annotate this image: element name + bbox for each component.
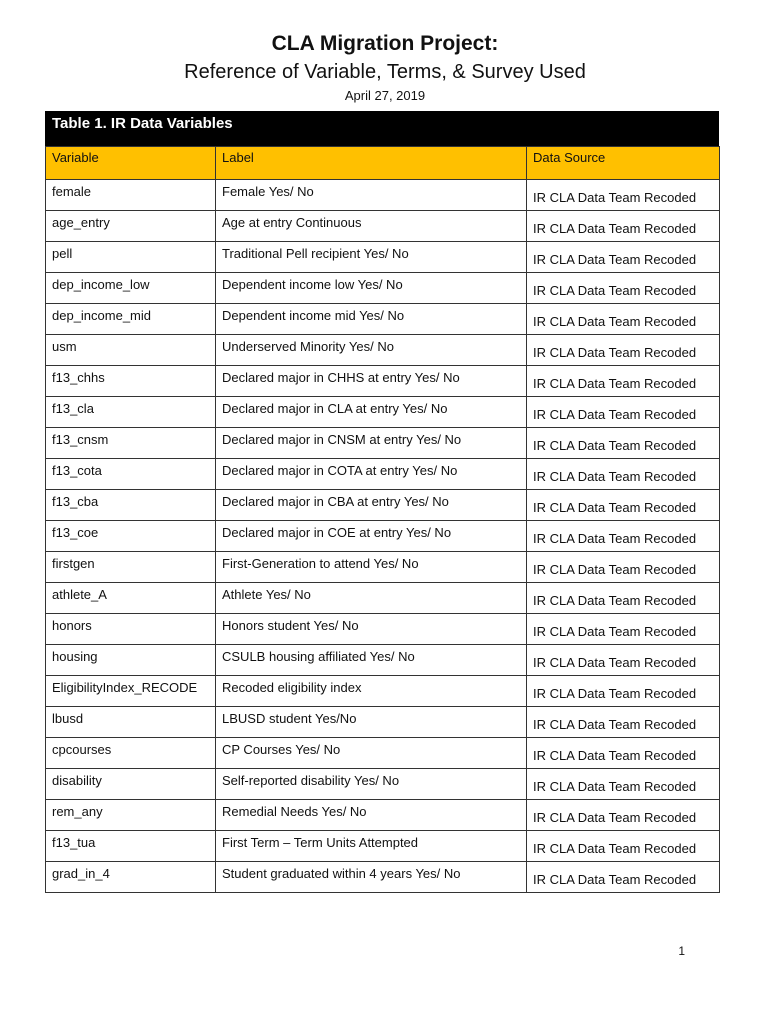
- cell-label: Age at entry Continuous: [216, 211, 527, 242]
- table-row: [46, 862, 720, 893]
- cell-variable: honors: [46, 614, 216, 645]
- cell-label: Honors student Yes/ No: [216, 614, 527, 645]
- table-row: [46, 831, 720, 862]
- cell-label: Self-reported disability Yes/ No: [216, 769, 527, 800]
- cell-label: Declared major in CLA at entry Yes/ No: [216, 397, 527, 428]
- cell-variable: f13_coe: [46, 521, 216, 552]
- cell-variable: cpcourses: [46, 738, 216, 769]
- table-row: [46, 521, 720, 552]
- cell-data-source: IR CLA Data Team Recoded: [527, 180, 720, 211]
- cell-data-source: IR CLA Data Team Recoded: [527, 242, 720, 273]
- cell-variable: firstgen: [46, 552, 216, 583]
- cell-variable: disability: [46, 769, 216, 800]
- cell-data-source: IR CLA Data Team Recoded: [527, 738, 720, 769]
- cell-data-source: IR CLA Data Team Recoded: [527, 397, 720, 428]
- cell-label: Underserved Minority Yes/ No: [216, 335, 527, 366]
- table-row: [46, 645, 720, 676]
- cell-variable: usm: [46, 335, 216, 366]
- cell-data-source: IR CLA Data Team Recoded: [527, 769, 720, 800]
- table-row: [46, 459, 720, 490]
- cell-data-source: IR CLA Data Team Recoded: [527, 614, 720, 645]
- cell-data-source: IR CLA Data Team Recoded: [527, 707, 720, 738]
- cell-data-source: IR CLA Data Team Recoded: [527, 831, 720, 862]
- cell-data-source: IR CLA Data Team Recoded: [527, 335, 720, 366]
- table-row: [46, 211, 720, 242]
- document-title: CLA Migration Project:: [271, 32, 499, 55]
- table-caption: Table 1. IR Data Variables: [45, 111, 719, 146]
- cell-variable: f13_cba: [46, 490, 216, 521]
- cell-label: Student graduated within 4 years Yes/ No: [216, 862, 527, 893]
- table-row: [46, 304, 720, 335]
- cell-label: Declared major in CBA at entry Yes/ No: [216, 490, 527, 521]
- cell-data-source: IR CLA Data Team Recoded: [527, 552, 720, 583]
- table-row: [46, 180, 720, 211]
- cell-variable: dep_income_low: [46, 273, 216, 304]
- cell-label: First-Generation to attend Yes/ No: [216, 552, 527, 583]
- cell-variable: female: [46, 180, 216, 211]
- cell-variable: rem_any: [46, 800, 216, 831]
- table-row: [46, 614, 720, 645]
- cell-label: Declared major in CHHS at entry Yes/ No: [216, 366, 527, 397]
- cell-variable: athlete_A: [46, 583, 216, 614]
- table-row: [46, 769, 720, 800]
- cell-label: CP Courses Yes/ No: [216, 738, 527, 769]
- cell-variable: f13_cnsm: [46, 428, 216, 459]
- cell-data-source: IR CLA Data Team Recoded: [527, 366, 720, 397]
- cell-data-source: IR CLA Data Team Recoded: [527, 490, 720, 521]
- table-row: [46, 366, 720, 397]
- cell-variable: lbusd: [46, 707, 216, 738]
- cell-label: Recoded eligibility index: [216, 676, 527, 707]
- cell-label: Declared major in COTA at entry Yes/ No: [216, 459, 527, 490]
- cell-variable: dep_income_mid: [46, 304, 216, 335]
- cell-variable: f13_tua: [46, 831, 216, 862]
- table-row: [46, 800, 720, 831]
- cell-variable: grad_in_4: [46, 862, 216, 893]
- table-row: [46, 583, 720, 614]
- table-row: [46, 335, 720, 366]
- document-date: April 27, 2019: [344, 88, 426, 103]
- column-header-variable: Variable: [46, 147, 216, 180]
- cell-data-source: IR CLA Data Team Recoded: [527, 273, 720, 304]
- table-body: [46, 180, 720, 893]
- table-row: [46, 428, 720, 459]
- cell-variable: age_entry: [46, 211, 216, 242]
- cell-data-source: IR CLA Data Team Recoded: [527, 211, 720, 242]
- cell-data-source: IR CLA Data Team Recoded: [527, 459, 720, 490]
- document-subtitle: Reference of Variable, Terms, & Survey Used: [184, 61, 586, 83]
- cell-data-source: IR CLA Data Team Recoded: [527, 676, 720, 707]
- cell-label: Dependent income mid Yes/ No: [216, 304, 527, 335]
- cell-variable: EligibilityIndex_RECODE: [46, 676, 216, 707]
- table-row: [46, 552, 720, 583]
- cell-variable: f13_cla: [46, 397, 216, 428]
- column-header-data-source: Data Source: [527, 147, 720, 180]
- cell-data-source: IR CLA Data Team Recoded: [527, 521, 720, 552]
- column-header-label: Label: [216, 147, 527, 180]
- cell-label: Athlete Yes/ No: [216, 583, 527, 614]
- table-row: [46, 242, 720, 273]
- cell-variable: f13_chhs: [46, 366, 216, 397]
- cell-variable: f13_cota: [46, 459, 216, 490]
- cell-data-source: IR CLA Data Team Recoded: [527, 862, 720, 893]
- cell-label: Declared major in CNSM at entry Yes/ No: [216, 428, 527, 459]
- table-row: [46, 490, 720, 521]
- cell-label: Remedial Needs Yes/ No: [216, 800, 527, 831]
- cell-label: First Term – Term Units Attempted: [216, 831, 527, 862]
- variables-table-container: [45, 111, 719, 893]
- cell-label: LBUSD student Yes/No: [216, 707, 527, 738]
- table-row: [46, 707, 720, 738]
- cell-label: Female Yes/ No: [216, 180, 527, 211]
- table-row: [46, 397, 720, 428]
- table-header-row: [46, 147, 720, 180]
- cell-variable: pell: [46, 242, 216, 273]
- cell-data-source: IR CLA Data Team Recoded: [527, 304, 720, 335]
- cell-label: CSULB housing affiliated Yes/ No: [216, 645, 527, 676]
- page-number: 1: [678, 944, 685, 958]
- table-row: [46, 676, 720, 707]
- cell-label: Traditional Pell recipient Yes/ No: [216, 242, 527, 273]
- cell-data-source: IR CLA Data Team Recoded: [527, 428, 720, 459]
- cell-data-source: IR CLA Data Team Recoded: [527, 583, 720, 614]
- cell-variable: housing: [46, 645, 216, 676]
- variables-table: [45, 146, 720, 893]
- cell-data-source: IR CLA Data Team Recoded: [527, 800, 720, 831]
- table-row: [46, 738, 720, 769]
- table-row: [46, 273, 720, 304]
- cell-label: Declared major in COE at entry Yes/ No: [216, 521, 527, 552]
- cell-label: Dependent income low Yes/ No: [216, 273, 527, 304]
- cell-data-source: IR CLA Data Team Recoded: [527, 645, 720, 676]
